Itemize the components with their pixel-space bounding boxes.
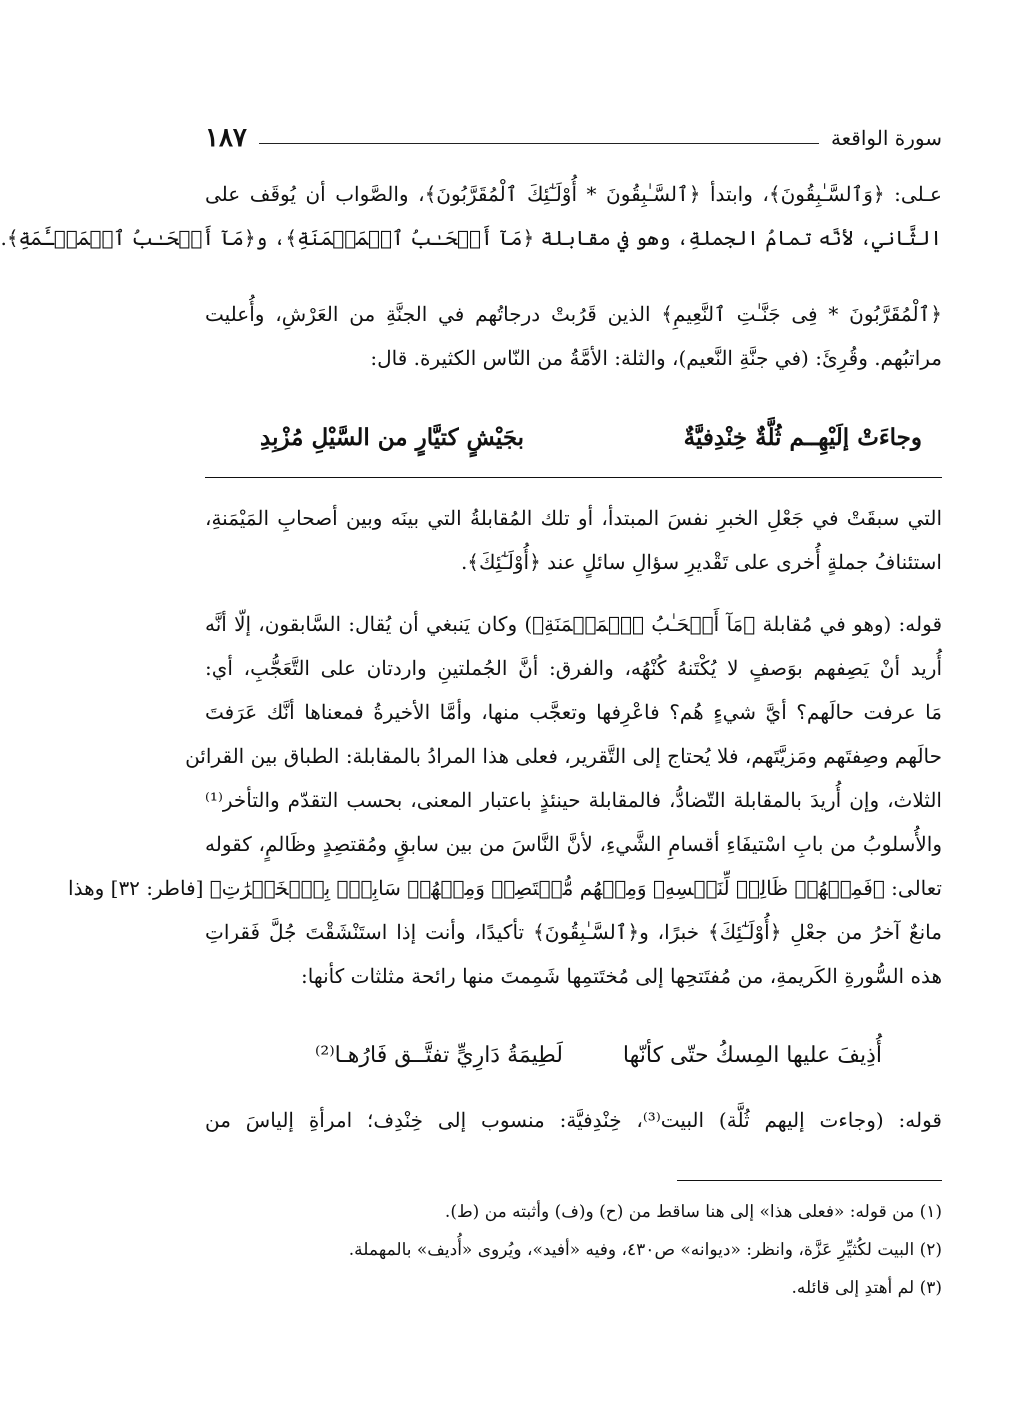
text-line: استئنافُ جملةٍ أُخرى على تَقْديرِ سؤالِ سائلٍ عند ﴿أُوْلَـٰٓئِكَ﴾.	[460, 550, 942, 574]
verse-second-hemistich: لَطِيمَةُ دَارِيٍّ تفتَّــق فَارُهـا⁽²⁾	[315, 1042, 563, 1068]
page-number: ١٨٧	[205, 123, 247, 153]
text-line: مَا عرفت حالَهم؟ أيَّ شيءٍ هُم؟ فاعْرِفها وتعجَّب منها، وأمَّا الأخيرةُ فمعناها أنَّك عَرَفتَ	[205, 700, 942, 724]
text-line: الثَّاني، لأنَّه تمامُ الجملةِ، وهو في مقابلة ﴿مَآ أَصۡحَـٰبُ ٱلۡمَيۡمَنَةِ﴾، و﴿مَآ أَصۡحَـٰبُ ٱلۡمَشۡـَٔمَةِ﴾.	[0, 226, 942, 250]
text-line: مراتبُهم. وقُرِئَ: (في جنَّةِ النَّعيم)، والثلة: الأمَّةُ من النّاس الكثيرة. قال:	[370, 346, 942, 370]
commentary-text-2	[68, 602, 942, 998]
text-line: والأُسلوبُ من بابِ اسْتيفَاءِ أقسامِ الشَّيءِ، لأنَّ النَّاسَ من بين سابقٍ ومُقتصِدٍ وظَالمٍ، كقوله	[205, 832, 942, 856]
tafsir-main-text-2	[205, 292, 942, 380]
text-line: هذه السُّورةِ الكَريمةِ، من مُفتَتحِها إلى مُختَتمِها شَمِمتَ منها رائحة مثلثات كأنها:	[301, 964, 942, 988]
footnotes	[205, 1193, 942, 1307]
text-line: ﴿ٱلْمُقَرَّبُونَ * فِى جَنَّـٰتِ ٱلنَّعِيمِ﴾ الذين قَرُبتْ درجاتُهم في الجنَّةِ من العَرْشِ، وأُعليت	[205, 302, 942, 326]
running-header	[205, 118, 942, 158]
footnote: (٣) لم أهتدِ إلى قائله.	[791, 1278, 942, 1298]
commentary-text	[205, 496, 942, 584]
text-line: التي سبقَتْ في جَعْلِ الخبرِ نفسَ المبتدأ، أو تلك المُقابلةُ التي بينَه وبين أصحابِ المَيْمَنةِ،	[205, 506, 942, 530]
text-line: مانعٌ آخرُ من جعْلِ ﴿أُوْلَـٰٓئِكَ﴾ خبرًا، و﴿ٱلسَّـٰبِقُونَ﴾ تأكيدًا، وأنت إذا استَنْشَقْتَ جُلَّ فَقراتِ	[205, 920, 942, 944]
footnote: (٢) البيت لكُثيِّرِ عَزَّة، وانظر: «ديوانه» ص٤٣٠، وفيه «أفيد»، ويُروى «أُديف» بالمهملة.	[348, 1240, 942, 1260]
verse-first-hemistich: أُذِيفَ عليها المِسكُ حتّى كأنّها	[622, 1042, 882, 1068]
text-line: أُريد أنْ يَصِفهم بوَصفٍ لا يُكْتَنهُ كُنْهُه، والفرق: أنَّ الجُملتينِ واردتان على التَّعَجُّبِ، أي:	[205, 656, 942, 680]
text-line: الثلاث، وإن أُريدَ بالمقابلة التّضادُّ، فالمقابلة حينئذٍ باعتبار المعنى، بحسب التقدّم والتأخر⁽¹⁾	[205, 788, 942, 812]
commentary-closing	[205, 1098, 942, 1142]
text-line: حالَهم وصِفتَهم ومَزيَّتَهم، فلا يُحتاج إلى التَّقرير، فعلى هذا المرادُ بالمقابلة: الطباق بين القرائن	[185, 744, 942, 768]
footnote: (١) من قوله: «فعلى هذا» إلى هنا ساقط من (ح) و(ف) وأثبته من (ط).	[444, 1202, 942, 1222]
tafsir-main-text	[0, 172, 942, 260]
poetry-verse-2	[205, 1030, 942, 1080]
section-divider	[205, 477, 942, 478]
text-line: عـلى: ﴿وَٱلسَّـٰبِقُونَ﴾، وابتدأ ﴿ٱلسَّـٰبِقُونَ * أُوْلَـٰٓئِكَ ٱلْمُقَرَّبُونَ﴾، والصَّواب أن يُوقَف على	[205, 182, 942, 206]
verse-second-hemistich: بجَيْشٍ كتيَّارٍ من السَّيْلِ مُزْبِدِ	[260, 423, 525, 451]
text-line: قوله: (وجاءت إليهم ثُلَّة) البيت⁽³⁾، خِنْدِفيَّة: منسوب إلى خِنْدِف؛ امرأةِ إلياسَ من	[205, 1108, 942, 1132]
verse-first-hemistich: وجاءَتْ إلَيْهِــم ثُلَّةٌ خِنْدِفيَّةٌ	[683, 423, 922, 451]
text-line: قوله: (وهو في مُقابلة ﴿مَآ أَصۡحَـٰبُ ٱلۡمَيۡمَنَةِ﴾) وكان يَنبغي أن يُقال: السَّابقون، إلّا أنَّه	[205, 612, 942, 636]
poetry-verse	[205, 412, 942, 462]
footnote-rule	[677, 1180, 942, 1181]
text-line: تعالى: ﴿فَمِنۡهُمۡ ظَالِمٞ لِّنَفۡسِهِۦ وَمِنۡهُم مُّقۡتَصِدٞ وَمِنۡهُمۡ سَابِقُۢ بِٱلۡخَيۡرَٰتِ﴾ [فاطر: ٣٢] وهذا	[68, 876, 942, 900]
sura-title: سورة الواقعة	[830, 126, 942, 150]
header-rule	[259, 143, 819, 144]
